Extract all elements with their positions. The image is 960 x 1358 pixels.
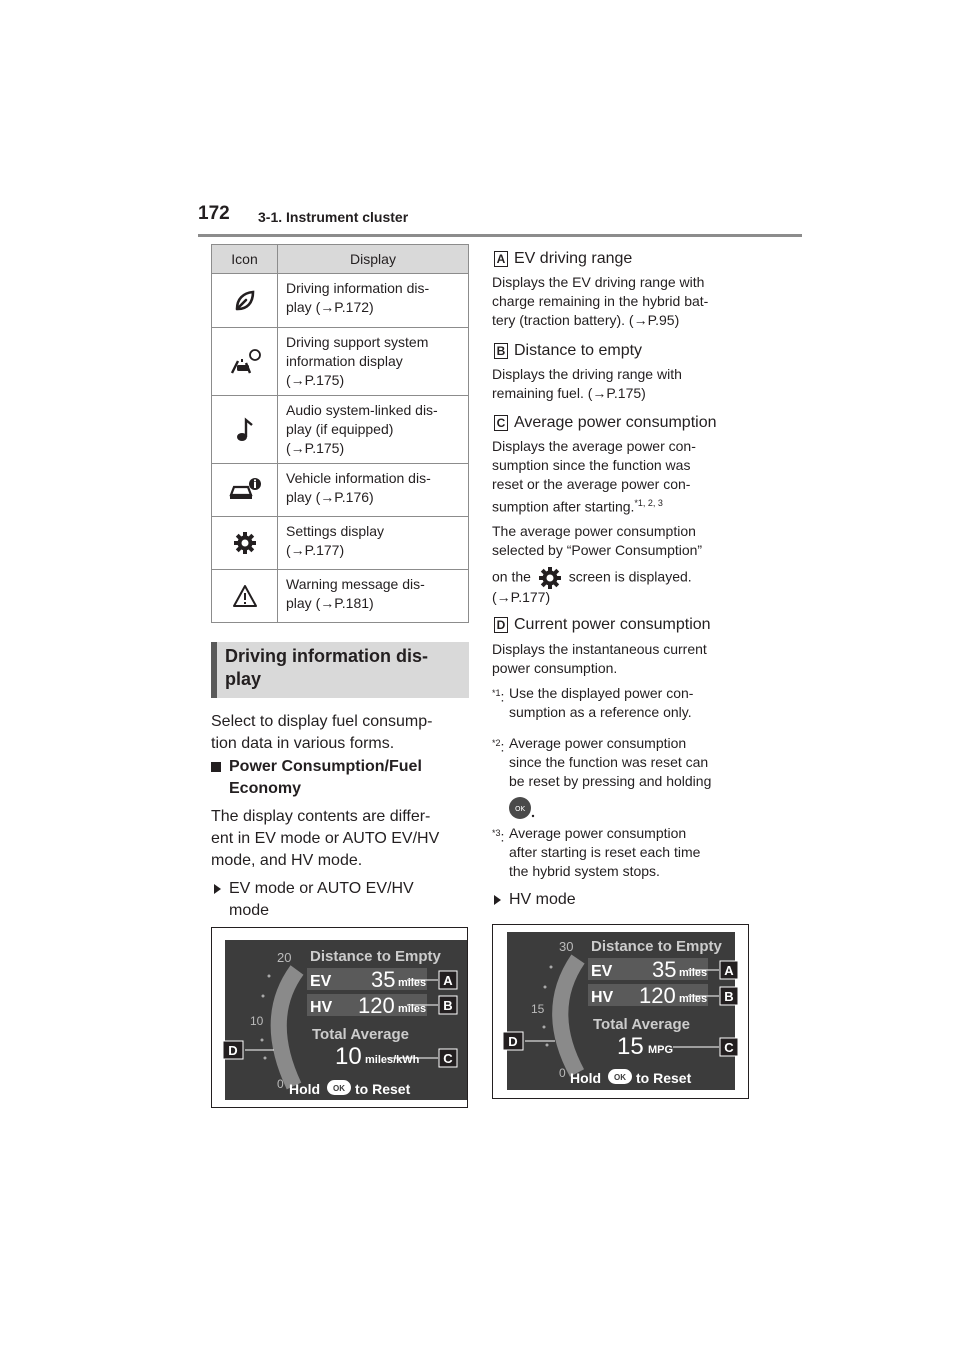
footnote-3: $^{*3}$: Average power consumption after starting is reset each time the hybrid system stops. (492, 825, 701, 879)
label-d-box: D (494, 617, 508, 633)
footnote-2: $^{*2}$: Average power consumption since the function was reset can be reset by pressing and holding (492, 735, 712, 789)
mode-item-hv (494, 889, 576, 911)
footnote-ref: *1, 2, 3 (634, 498, 663, 508)
scale-mid: 10 (250, 1014, 264, 1028)
footnote-2-mark: *2 (492, 738, 501, 748)
vehicle-info-icon (212, 464, 278, 517)
gear-icon (537, 566, 563, 590)
footnote-1-text: Use the displayed power con- sumption as a reference only. (509, 685, 694, 720)
ok-button-icon (508, 796, 536, 825)
subheading (211, 756, 471, 800)
hold-text: Hold (289, 1081, 321, 1097)
item-c-desc-text: Displays the average power con- sumption since the function was reset or the average power con- sumption after starting. (492, 438, 696, 515)
intro-text: Select to display fuel consump- tion data in various forms. (211, 713, 433, 752)
callout-d: D (508, 1034, 518, 1049)
table-row (212, 517, 469, 570)
avg-title: Total Average (593, 1016, 690, 1033)
item-b-desc: Displays the driving range with remaining fuel. (→P.175) (492, 366, 682, 401)
item-c (494, 413, 717, 433)
col-icon-header: Icon (212, 245, 278, 274)
mode-item-text: HV mode (509, 891, 576, 908)
avg-unit: miles/kWh (365, 1054, 420, 1066)
table-row (212, 396, 469, 464)
reset-text: to Reset (355, 1081, 411, 1097)
callout-c: C (724, 1040, 734, 1055)
square-bullet-icon (211, 762, 221, 772)
avg-unit: MPG (648, 1044, 674, 1056)
hv-label: HV (591, 989, 614, 1006)
page-header (198, 203, 802, 237)
table-row (212, 274, 469, 328)
mode-description: The display contents are differ- ent in EV mode or AUTO EV/HV mode, and HV mode. (211, 808, 440, 869)
music-note-icon (212, 396, 278, 464)
avg-title: Total Average (312, 1026, 409, 1043)
table-cell: Settings display (→P.177) (278, 517, 469, 570)
leaf-icon (212, 274, 278, 328)
label-c-box: C (494, 415, 508, 431)
callout-a: A (724, 963, 734, 978)
ev-unit: miles (398, 977, 427, 989)
scale-bottom: 0 (277, 1077, 284, 1091)
driving-support-icon (212, 328, 278, 396)
screen-title: Distance to Empty (591, 938, 722, 955)
ev-value: 35 (371, 967, 396, 992)
page-number: 172 (198, 203, 230, 224)
col-display-header: Display (278, 245, 469, 274)
item-c-desc2: The average power consumption selected by “Power Consumption” (492, 523, 703, 558)
item-d-desc: Displays the instantaneous current power consumption. (492, 641, 707, 676)
footnote-3-mark: *3 (492, 828, 501, 838)
figure-hv-mode (492, 924, 749, 1099)
callout-b: B (443, 998, 453, 1013)
icon-display-table (211, 244, 469, 623)
footnote-2-text: Average power consumption since the function was reset can be reset by pressing and holding (509, 735, 712, 789)
ev-label: EV (310, 973, 332, 990)
arrow-bullet-icon (494, 895, 501, 905)
subheading-text: Power Consumption/Fuel Economy (229, 758, 422, 797)
mode-item-ev (214, 878, 464, 922)
hv-value: 120 (639, 983, 676, 1008)
arrow-bullet-icon (214, 884, 221, 894)
item-c-desc4: (→P.177) (492, 589, 551, 605)
section-title: 3-1. Instrument cluster (258, 209, 409, 225)
ok-badge: OK (614, 1073, 626, 1082)
item-b-title: Distance to empty (514, 342, 643, 359)
ok-badge: OK (333, 1084, 345, 1093)
avg-value: 15 (617, 1033, 644, 1060)
item-a-desc: Displays the EV driving range with charge remaining in the hybrid bat- tery (traction battery). (→P.95) (492, 274, 709, 328)
screen-hv-mode (493, 925, 750, 1100)
scale-bottom: 0 (559, 1066, 566, 1080)
hv-unit: miles (398, 1003, 427, 1015)
item-d (494, 615, 711, 635)
figure-ev-mode (211, 927, 468, 1108)
warning-icon (212, 570, 278, 623)
table-cell: Vehicle information dis- play (→P.176) (278, 464, 469, 517)
table-row (212, 570, 469, 623)
scale-top: 30 (559, 939, 574, 954)
hv-unit: miles (679, 993, 708, 1005)
item-b (494, 341, 642, 361)
item-a-title: EV driving range (514, 250, 633, 267)
footnote-1-mark: *1 (492, 688, 501, 698)
item-c-desc3 (492, 566, 692, 590)
gear-icon (212, 517, 278, 570)
table-cell: Audio system-linked dis- play (if equipped) (→P.175) (278, 396, 469, 464)
reset-text: to Reset (636, 1070, 692, 1086)
table-cell: Driving information dis- play (→P.172) (278, 274, 469, 328)
table-cell: Warning message dis- play (→P.181) (278, 570, 469, 623)
callout-a: A (443, 973, 453, 988)
screen-title: Distance to Empty (310, 948, 441, 965)
item-c-desc3a: on the (492, 568, 531, 585)
ev-label: EV (591, 963, 613, 980)
item-a (494, 249, 632, 269)
callout-d: D (228, 1043, 238, 1058)
item-c-title: Average power consumption (514, 414, 717, 431)
item-c-desc3b: screen is displayed. (568, 568, 692, 585)
item-c-desc (492, 437, 696, 517)
table-cell: Driving support system information display (→P.175) (278, 328, 469, 396)
table-row (212, 328, 469, 396)
label-b-box: B (494, 343, 508, 359)
callout-c: C (443, 1051, 453, 1066)
screen-ev-mode (212, 928, 469, 1109)
ev-value: 35 (652, 957, 677, 982)
item-d-title: Current power consumption (514, 616, 711, 633)
table-row (212, 464, 469, 517)
ok-button-label: OK (514, 805, 526, 813)
mode-item-text: EV mode or AUTO EV/HV mode (229, 880, 414, 919)
ev-unit: miles (679, 967, 708, 979)
section-heading: Driving information dis- play (211, 642, 469, 698)
scale-mid: 15 (531, 1002, 545, 1016)
hv-value: 120 (358, 993, 395, 1018)
footnote-3-text: Average power consumption after starting is reset each time the hybrid system stops. (509, 825, 701, 879)
footnote-1: $^{*1}$: Use the displayed power con- sumption as a reference only. (492, 685, 694, 720)
hv-label: HV (310, 999, 333, 1016)
label-a-box: A (494, 251, 508, 267)
avg-value: 10 (335, 1043, 362, 1070)
callout-b: B (724, 989, 734, 1004)
scale-top: 20 (277, 950, 292, 965)
hold-text: Hold (570, 1070, 602, 1086)
